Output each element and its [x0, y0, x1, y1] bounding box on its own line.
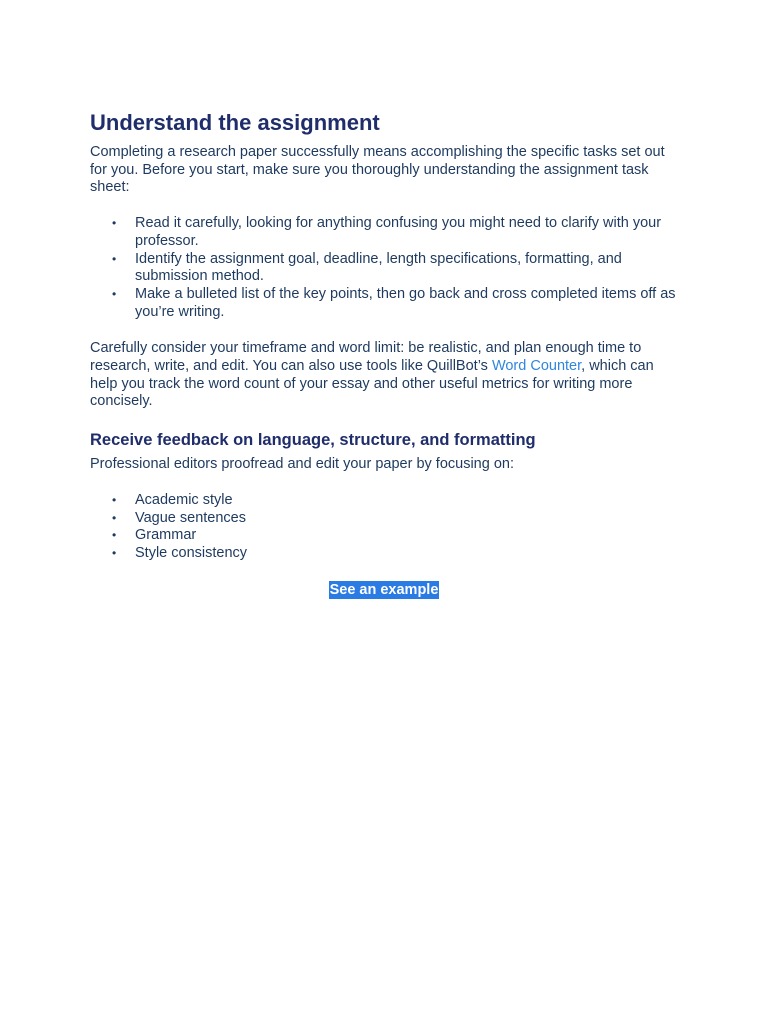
focus-areas-list [90, 492, 682, 563]
list-item [90, 510, 682, 528]
list-item [90, 215, 682, 250]
bullet-icon: • [112, 216, 117, 231]
list-item-text: Vague sentences [135, 509, 246, 526]
list-item [90, 545, 682, 563]
list-item [90, 527, 682, 545]
bullet-icon: • [112, 492, 117, 507]
list-item [90, 251, 682, 286]
list-item-text: Academic style [135, 491, 233, 508]
bullet-icon: • [112, 286, 117, 301]
page-title: Understand the assignment [90, 110, 380, 135]
list-item-text: Make a bulleted list of the key points, then go back and cross completed items off as you’re writing. [135, 285, 676, 320]
cta-container [90, 581, 678, 599]
section-heading: Receive feedback on language, structure, and formatting [90, 431, 536, 450]
list-item-text: Identify the assignment goal, deadline, length specifications, formatting, and submission method. [135, 250, 622, 285]
document-page [90, 108, 682, 599]
bullet-icon: • [112, 510, 117, 525]
intro-paragraph: Completing a research paper successfully means accomplishing the specific tasks set out for you. Before you start, make sure you thoroughly understanding the assignment task sheet: [90, 144, 665, 196]
bullet-icon: • [112, 545, 117, 560]
bullet-icon: • [112, 528, 117, 543]
see-example-button[interactable]: See an example [329, 581, 439, 598]
bullet-icon: • [112, 251, 117, 266]
list-item-text: Read it carefully, looking for anything confusing you might need to clarify with your professor. [135, 215, 662, 249]
editors-intro-paragraph: Professional editors proofread and edit your paper by focusing on: [90, 456, 514, 473]
list-item-text: Grammar [135, 527, 197, 544]
paragraph-text-before-link: Carefully consider your timeframe and word limit: be realistic, and plan enough time to research, write, and edit. You can also use tools like QuillBot’s [90, 340, 642, 375]
assignment-tips-list [90, 215, 682, 321]
list-item [90, 492, 682, 510]
list-item-text: Style consistency [135, 544, 248, 561]
list-item [90, 286, 682, 321]
word-counter-link[interactable]: Word Counter [491, 358, 582, 375]
timeframe-paragraph [90, 340, 682, 411]
paragraph-text-after-link: , which can help you track the word count of your essay and other useful metrics for writing more concisely. [90, 358, 654, 410]
